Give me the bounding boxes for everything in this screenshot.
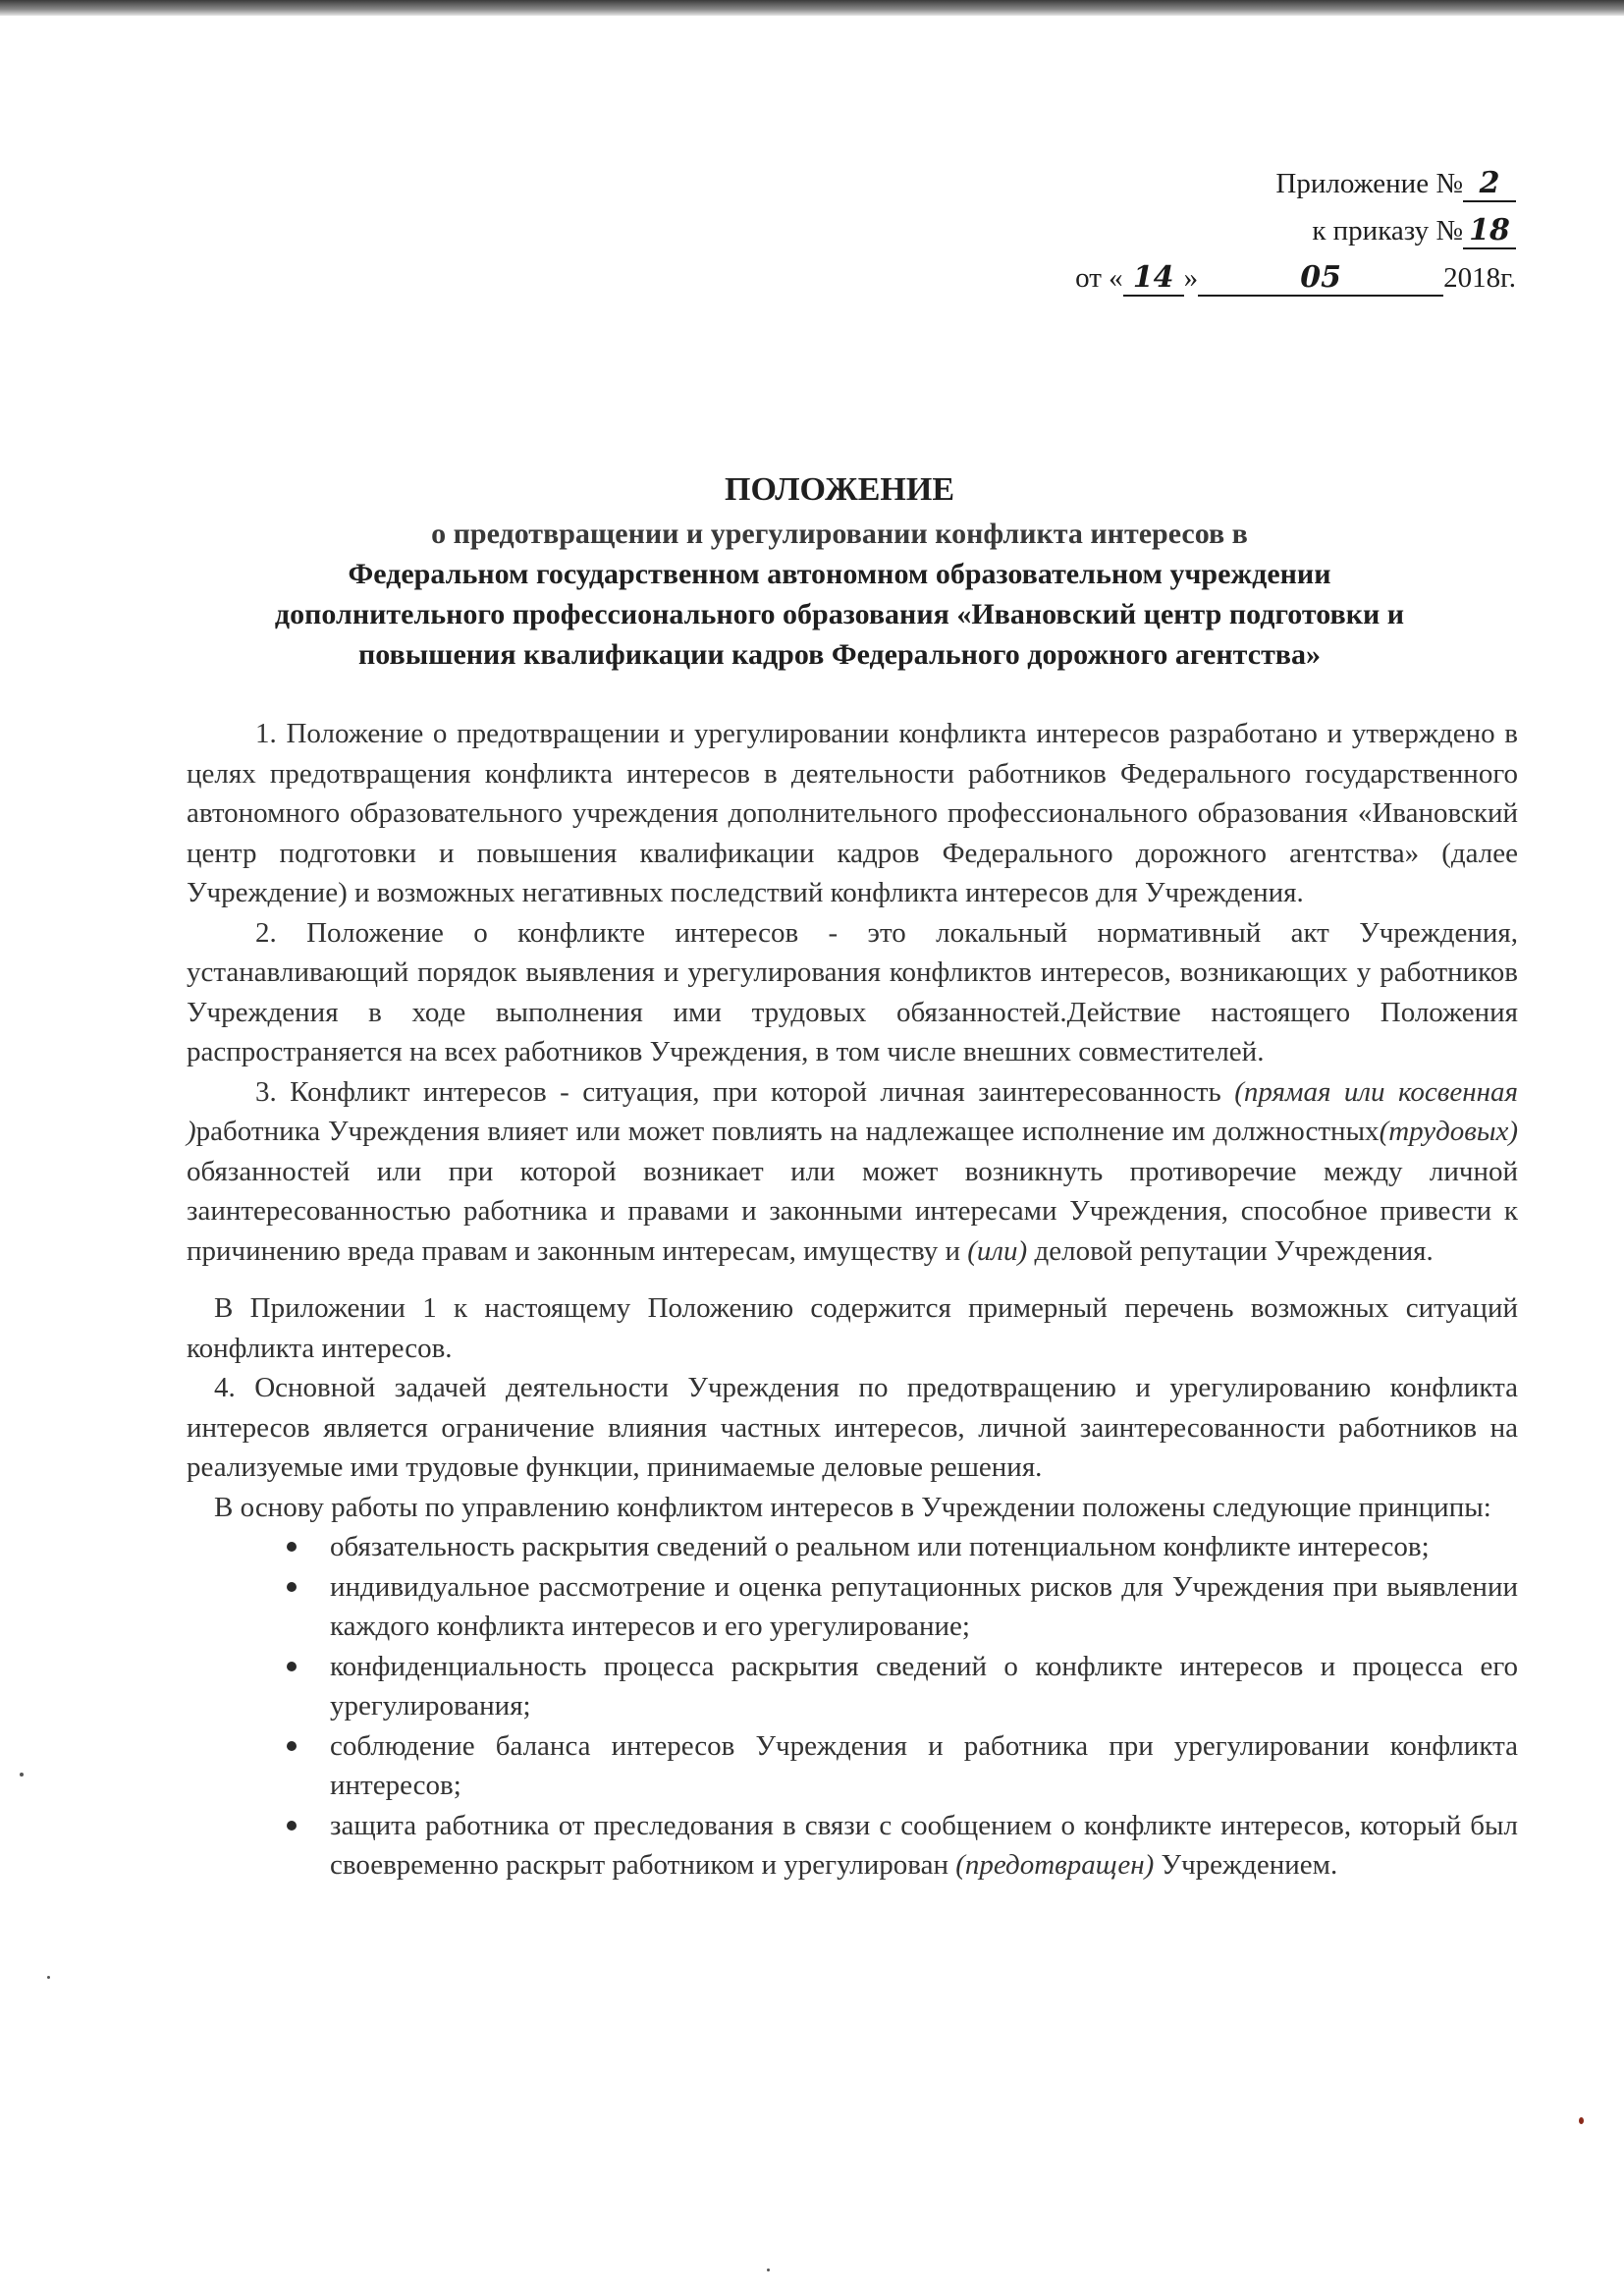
appendix-number-field [1463, 167, 1516, 202]
paragraph-6: В основу работы по управлению конфликтом интересов в Учреждении положены следующие принципы: [214, 1491, 1491, 1523]
paragraph-3-text-a: 3. Конфликт интересов - ситуация, при которой личная заинтересованность [255, 1075, 1235, 1108]
scan-speck [1579, 2117, 1584, 2124]
scan-speck [767, 2269, 770, 2271]
order-number: 18 [1469, 213, 1510, 247]
paragraph-3-text-c: работника Учреждения влияет или может повлиять на надлежащее исполнение им должностных [195, 1116, 1380, 1147]
date-year: 2018г. [1443, 262, 1516, 294]
title-subtitle-2: Федеральном государственном автономном образовательном учреждении [348, 558, 1331, 590]
date-line [829, 254, 1516, 301]
title-subtitle-1: о предотвращении и урегулировании конфликта интересов в [431, 518, 1248, 550]
date-prefix: от « [1075, 262, 1123, 294]
paragraph-3-italic-b: (прямая или косвенная ) [187, 1075, 1518, 1147]
paragraph-3 [187, 1072, 1518, 1272]
date-month-field [1198, 261, 1443, 297]
scan-speck [20, 1773, 24, 1777]
bullet-icon [287, 1582, 297, 1592]
principles-list [187, 1527, 1518, 1886]
order-number-field [1463, 214, 1516, 249]
date-day-field [1123, 261, 1184, 297]
paragraph-5: 4. Основной задачей деятельности Учреждения по предотвращению и урегулированию конфликта интересов является ограничение влияния частных интересов, личной заинтересованности работников на реализуемые ими трудовые функции, принимаемые деловые решения. [187, 1372, 1518, 1483]
date-quote-close: » [1183, 262, 1199, 294]
bullet-icon [287, 1542, 297, 1552]
bullet-icon [287, 1662, 297, 1671]
bullet-icon [287, 1741, 297, 1751]
paragraph-3-text-e: обязанностей или при которой возникает или может возникнуть противоречие между личной заинтересованностью работника и правами и законными интересами Учреждения, способное привести к причинению вреда правам и законным интересам, имуществу и [187, 1155, 1518, 1267]
appendix-number: 2 [1479, 166, 1500, 200]
paragraph-3-italic-f: (или) [967, 1234, 1028, 1267]
appendix-header [829, 160, 1516, 301]
scan-speck [47, 1976, 50, 1979]
title-subtitle-3: дополнительного профессионального образования «Ивановский центр подготовки и [274, 598, 1405, 630]
title-main: ПОЛОЖЕНИЕ [725, 471, 954, 508]
paragraph-3-text-g: деловой репутации Учреждения. [1027, 1234, 1434, 1267]
list-item-text: соблюдение баланса интересов Учреждения и работника при урегулировании конфликта интересов; [330, 1729, 1518, 1801]
list-item [330, 1806, 1518, 1886]
list-item [330, 1647, 1518, 1726]
title-subtitle-4: повышения квалификации кадров Федерального дорожного агентства» [357, 638, 1322, 671]
order-line [829, 207, 1516, 254]
document-body [187, 714, 1518, 1886]
appendix-line [829, 160, 1516, 207]
order-label: к приказу № [1312, 215, 1463, 246]
list-item-text-c: Учреждением. [1154, 1849, 1338, 1881]
document-title [187, 466, 1492, 675]
list-item [330, 1726, 1518, 1806]
date-month: 05 [1300, 260, 1341, 295]
list-item [330, 1527, 1518, 1567]
list-item [330, 1567, 1518, 1647]
list-item-italic-b: (предотвращен) [955, 1849, 1155, 1881]
list-item-text: обязательность раскрытия сведений о реальном или потенциальном конфликте интересов; [330, 1531, 1430, 1562]
list-item-text-a: защита работника от преследования в связи с сообщением о конфликте интересов, который был своевременно раскрыт работником и урегулирован [330, 1809, 1518, 1881]
paragraph-3-italic-d: (трудовых) [1379, 1116, 1518, 1147]
date-day: 14 [1132, 260, 1174, 295]
list-item-text: конфиденциальность процесса раскрытия сведений о конфликте интересов и процесса его урегулирования; [330, 1650, 1518, 1722]
paragraph-1: 1. Положение о предотвращении и урегулировании конфликта интересов разработано и утверждено в целях предотвращения конфликта интересов в деятельности работников Федерального государственного автономного образовательного учреждения дополнительного профессионального образования «Ивановский центр подготовки и повышения квалификации кадров Федерального дорожного агентства» (далее Учреждение) и возможных негативных последствий конфликта интересов для Учреждения. [187, 718, 1518, 908]
bullet-icon [287, 1821, 297, 1831]
list-item-text: индивидуальное рассмотрение и оценка репутационных рисков для Учреждения при выявлении каждого конфликта интересов и его урегулирование; [330, 1570, 1518, 1642]
paragraph-4: В Приложении 1 к настоящему Положению содержится примерный перечень возможных ситуаций конфликта интересов. [187, 1292, 1518, 1364]
appendix-label: Приложение № [1275, 168, 1463, 199]
paragraph-2: 2. Положение о конфликте интересов - это локальный нормативный акт Учреждения, устанавливающий порядок выявления и урегулирования конфликтов интересов, возникающих у работников Учреждения в ходе выполнения ими трудовых обязанностей.Действие настоящего Положения распространяется на всех работников Учреждения, в том числе внешних совместителей. [187, 916, 1518, 1067]
